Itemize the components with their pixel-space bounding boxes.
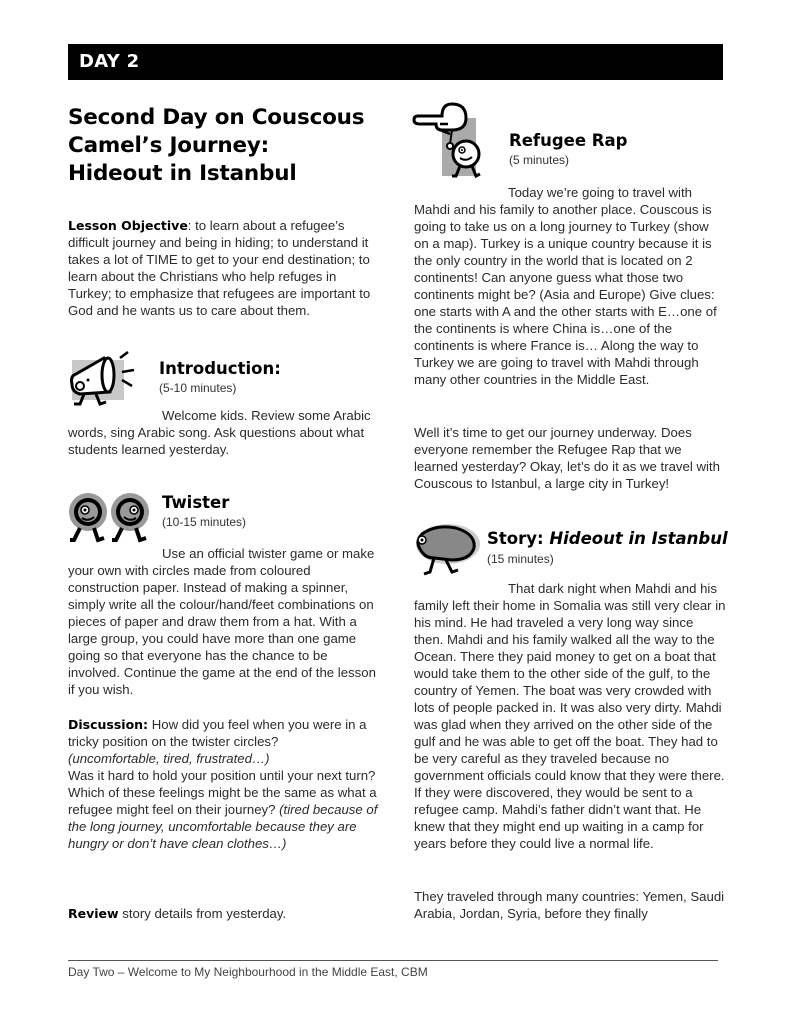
refugee-rap-title: Refugee Rap	[509, 131, 628, 150]
day-header-bar	[68, 44, 723, 80]
introduction-title: Introduction:	[159, 359, 281, 378]
review-line: Review story details from yesterday.	[68, 906, 287, 921]
lesson-objective-text: : to learn about a refugee’s difficult journey and being in hiding; to understand it takes a lot of TIME to get to your end destination; to learn about the Christians who help refuges in Turkey; to emphasize that refugees are important to God and he wants us to care about them.	[68, 218, 371, 318]
discussion-q3: Which of these feelings might be the same as what a refugee might feel on their journey?	[68, 785, 377, 817]
day-label: DAY 2	[79, 51, 140, 72]
title-line: Second Day on Couscous	[68, 105, 365, 130]
page-footer: Day Two – Welcome to My Neighbourhood in the Middle East, CBM	[68, 965, 428, 979]
lesson-objective-label: Lesson Objective	[68, 218, 188, 233]
refugee-rap-text-2: Well it’s time to get our journey underway. Does everyone remember the Refugee Rap that we learned yesterday? Okay, let’s do it as we travel with Couscous to Istanbul, a large city in Turkey!	[414, 425, 720, 491]
pointing-hand-character-icon	[412, 100, 492, 180]
story-text-2: They traveled through many countries: Yemen, Saudi Arabia, Jordan, Syria, before they finally	[414, 889, 725, 921]
story-title-italic: Hideout in Istanbul	[549, 529, 728, 548]
discussion-a3: (tired because of the long journey, uncomfortable because they are hungry or don’t have clean clothes…)	[68, 802, 378, 851]
discussion-label: Discussion:	[68, 717, 149, 732]
speech-bubble-character-icon	[412, 522, 482, 580]
title-line: Camel’s Journey:	[68, 133, 270, 158]
story-time: (15 minutes)	[487, 552, 554, 566]
twister-time: (10-15 minutes)	[162, 515, 247, 529]
introduction-time: (5-10 minutes)	[159, 381, 237, 395]
page-title	[68, 104, 388, 188]
footer-divider	[68, 960, 718, 961]
discussion-block	[68, 716, 380, 852]
megaphone-icon	[66, 350, 146, 410]
refugee-rap-text: Today we’re going to travel with Mahdi and his family to another place. Couscous is going to take us on a long journey to Turkey (show on a map). Turkey is a unique country because it is the only country in the world that is located on 2 continents! Can anyone guess what those two continents might be? (Asia and Europe) Give clues: one starts with A and the other starts with E…one of the continents is where China is…one of the continents is where France is… Along the way to Turkey we are going to travel with Mahdi through many other countries in the Middle East.	[414, 185, 717, 387]
twister-title: Twister	[162, 493, 230, 512]
review-label: Review	[68, 906, 119, 921]
refugee-rap-time: (5 minutes)	[509, 153, 570, 167]
twister-text: Use an official twister game or make your own with circles made from coloured construction paper. Instead of making a spinner, simply write all the colour/hand/feet combinations on pieces of paper and draw them from a hat. With a large group, you could have more than one game going so that everyone has the chance to be involved. Continue the game at the end of the lesson if you wish.	[68, 546, 376, 697]
introduction-text: Welcome kids. Review some Arabic words, sing Arabic song. Ask questions about what students learned yesterday.	[68, 408, 371, 457]
lesson-objective	[68, 217, 380, 319]
story-title: Story: Hideout in Istanbul	[487, 529, 728, 548]
discussion-q2: Was it hard to hold your position until your next turn?	[68, 768, 376, 783]
discussion-a1: (uncomfortable, tired, frustrated…)	[68, 751, 270, 766]
title-line: Hideout in Istanbul	[68, 161, 297, 186]
discussion-q1: How did you feel when you were in a tricky position on the twister circles?	[68, 717, 367, 749]
story-text: That dark night when Mahdi and his family left their home in Somalia was still very clear in his mind. He had traveled a very long way since then. Mahdi and his family walked all the way to the Ocean. There they paid money to get on a boat that would take them to the other side of the gulf, to the country of Yemen. The boat was very crowded with lots of people packed in. It was also very dirty. Mahdi was glad when they arrived on the other side of the gulf and he was able to get off the boat. They had to be very careful as they traveled because no government officials could know that they were there. If they were discovered, they would be sent to a refugee camp. Mahdi’s father didn’t want that. He knew that they might end up waiting in a camp for years before they could live a normal life.	[414, 581, 726, 851]
gear-characters-icon	[68, 490, 158, 548]
